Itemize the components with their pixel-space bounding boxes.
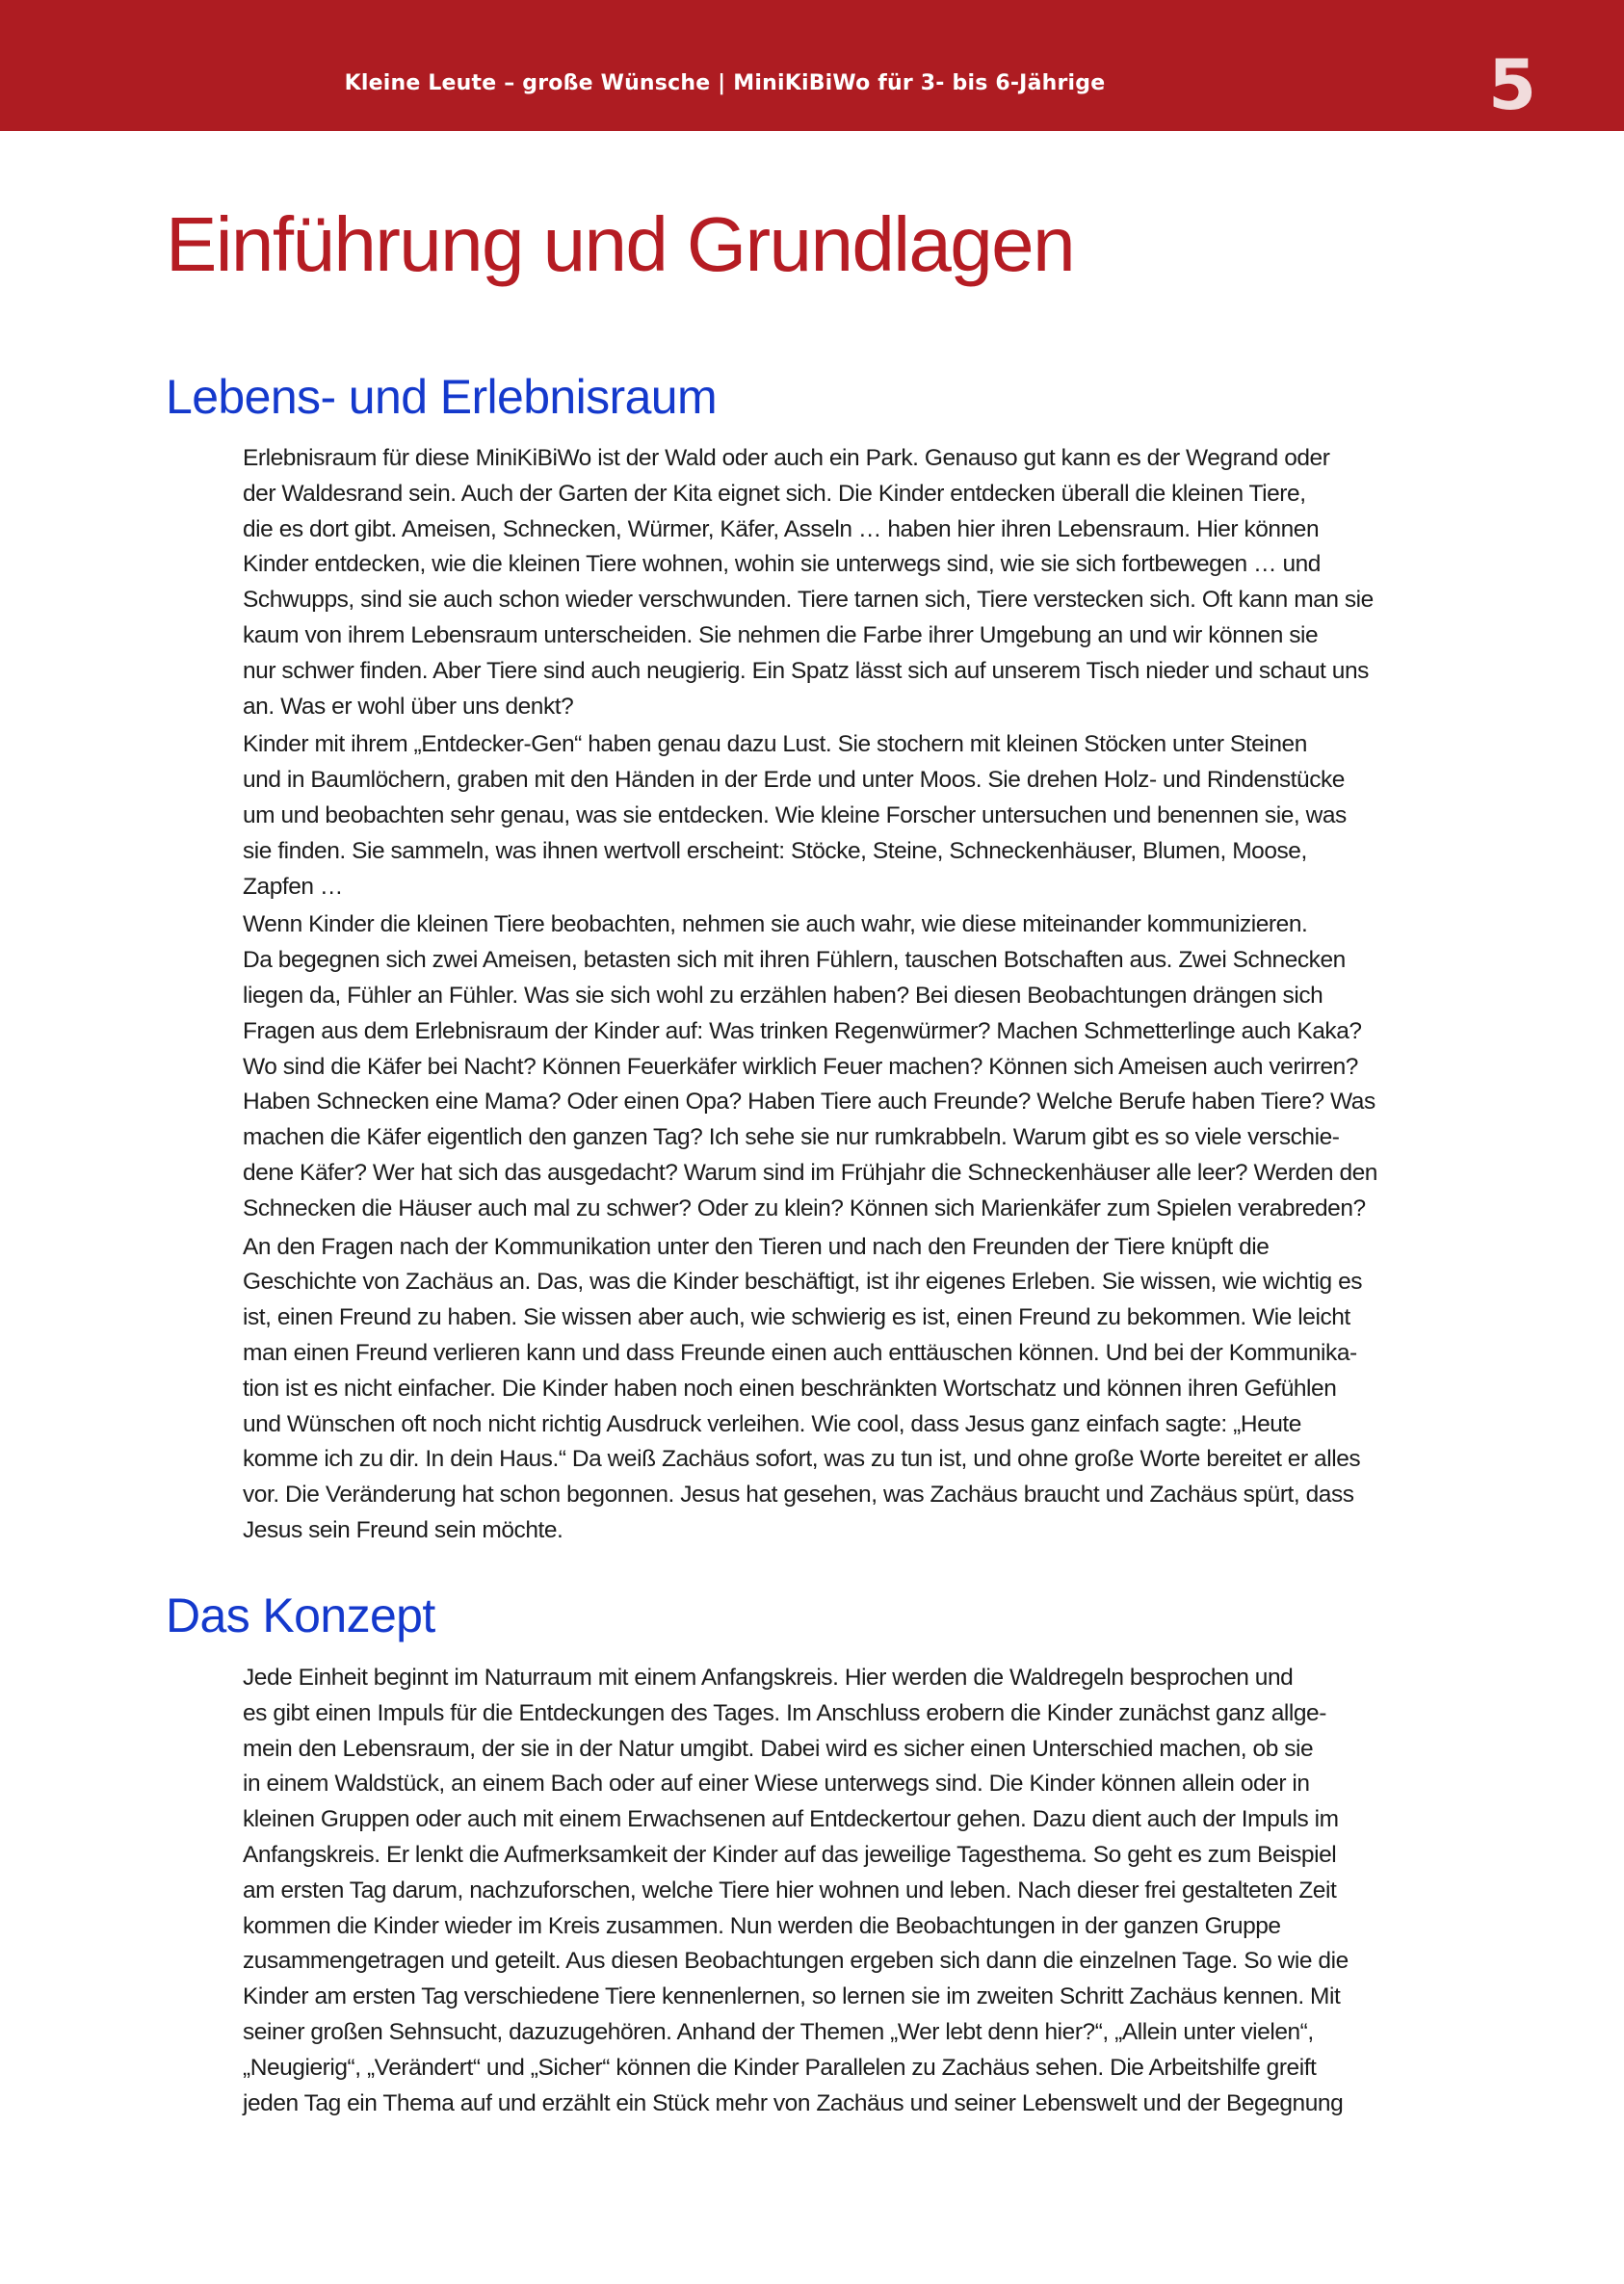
text-line: man einen Freund verlieren kann und dass Freunde einen auch enttäuschen können. Und bei der Kommunika- [243,1339,1357,1366]
header-band [0,0,1624,131]
text-line: Kinder am ersten Tag verschiedene Tiere kennenlernen, so lernen sie im zweiten Schritt Zachäus kennen. Mit [243,1983,1341,2010]
running-head: Kleine Leute – große Wünsche | MiniKiBiWo für 3- bis 6-Jährige [344,71,1106,95]
text-line: Zapfen … [243,873,343,900]
paragraph [243,907,1381,1226]
text-line: in einem Waldstück, an einem Bach oder auf einer Wiese unterwegs sind. Die Kinder können allein oder in [243,1771,1310,1798]
paragraph [243,441,1381,724]
text-line: Schwupps, sind sie auch schon wieder verschwunden. Tiere tarnen sich, Tiere verstecken sich. Oft kann man sie [243,587,1374,614]
text-line: mein den Lebensraum, der sie in der Natur umgibt. Dabei wird es sicher einen Unterschied machen, ob sie [243,1735,1314,1762]
text-line: Fragen aus dem Erlebnisraum der Kinder auf: Was trinken Regenwürmer? Machen Schmetterlinge auch Kaka? [243,1017,1362,1044]
text-line: und Wünschen oft noch nicht richtig Ausdruck verleihen. Wie cool, dass Jesus ganz einfach sagte: „Heute [243,1410,1301,1437]
text-line: kommen die Kinder wieder im Kreis zusammen. Nun werden die Beobachtungen in der ganzen Gruppe [243,1912,1281,1939]
text-line: An den Fragen nach der Kommunikation unter den Tieren und nach den Freunden der Tiere knüpft die [243,1233,1270,1260]
text-line: Wenn Kinder die kleinen Tiere beobachten, nehmen sie auch wahr, wie diese miteinander kommunizieren. [243,911,1308,938]
text-line: kaum von ihrem Lebensraum unterscheiden. Sie nehmen die Farbe ihrer Umgebung an und wir können sie [243,621,1319,648]
text-line: und in Baumlöchern, graben mit den Händen in der Erde und unter Moos. Sie drehen Holz- und Rindenstücke [243,767,1345,794]
page-title: Einführung und Grundlagen [166,201,1074,287]
text-line: machen die Käfer eigentlich den ganzen Tag? Ich sehe sie nur rumkrabbeln. Warum gibt es so viele verschie- [243,1124,1340,1151]
text-line: tion ist es nicht einfacher. Die Kinder haben noch einen beschränkten Wortschatz und können ihren Gefühlen [243,1375,1337,1402]
text-line: sie finden. Sie sammeln, was ihnen wertvoll erscheint: Stöcke, Steine, Schneckenhäuser, Blumen, Moose, [243,837,1307,864]
text-line: am ersten Tag darum, nachzuforschen, welche Tiere hier wohnen und leben. Nach dieser frei gestalteten Zeit [243,1877,1337,1903]
text-line: dene Käfer? Wer hat sich das ausgedacht? Warum sind im Frühjahr die Schneckenhäuser alle leer? Werden den [243,1159,1377,1186]
text-line: an. Was er wohl über uns denkt? [243,693,574,720]
text-line: kleinen Gruppen oder auch mit einem Erwachsenen auf Entdeckertour gehen. Dazu dient auch der Impuls im [243,1806,1339,1833]
text-line: seiner großen Sehnsucht, dazuzugehören. Anhand der Themen „Wer lebt denn hier?“, „Allein unter vielen“, [243,2018,1314,2045]
text-line: Erlebnisraum für diese MiniKiBiWo ist der Wald oder auch ein Park. Genauso gut kann es der Wegrand oder [243,445,1330,471]
paragraph [243,1661,1381,2121]
text-line: Geschichte von Zachäus an. Das, was die Kinder beschäftigt, ist ihr eigenes Erleben. Sie wissen, wie wichtig es [243,1269,1363,1296]
text-line: der Waldesrand sein. Auch der Garten der Kita eignet sich. Die Kinder entdecken überall die kleinen Tiere, [243,480,1306,507]
text-line: Kinder entdecken, wie die kleinen Tiere wohnen, wohin sie unterwegs sind, wie sie sich fortbewegen … und [243,551,1321,578]
text-line: Da begegnen sich zwei Ameisen, betasten sich mit ihren Fühlern, tauschen Botschaften aus. Zwei Schnecken [243,947,1346,974]
page-number: 5 [1487,44,1537,125]
text-line: Schnecken die Häuser auch mal zu schwer? Oder zu klein? Können sich Marienkäfer zum Spielen verabreden? [243,1195,1366,1221]
section-heading-lebensraum: Lebens- und Erlebnisraum [166,370,718,424]
text-line: um und beobachten sehr genau, was sie entdecken. Wie kleine Forscher untersuchen und benennen sie, was [243,801,1347,828]
text-line: komme ich zu dir. In dein Haus.“ Da weiß Zachäus sofort, was zu tun ist, und ohne große Worte bereitet er alles [243,1446,1361,1473]
section-heading-konzept: Das Konzept [166,1588,435,1642]
text-line: liegen da, Fühler an Fühler. Was sie sich wohl zu erzählen haben? Bei diesen Beobachtungen drängen sich [243,982,1323,1009]
text-line: Kinder mit ihrem „Entdecker-Gen“ haben genau dazu Lust. Sie stochern mit kleinen Stöcken unter Steinen [243,731,1307,758]
text-line: „Neugierig“, „Verändert“ und „Sicher“ können die Kinder Parallelen zu Zachäus sehen. Die Arbeitshilfe greift [243,2054,1317,2081]
text-line: vor. Die Veränderung hat schon begonnen. Jesus hat gesehen, was Zachäus braucht und Zachäus spürt, dass [243,1482,1354,1509]
text-line: nur schwer finden. Aber Tiere sind auch neugierig. Ein Spatz lässt sich auf unserem Tisch nieder und schaut uns [243,657,1369,684]
text-line: Jesus sein Freund sein möchte. [243,1516,563,1543]
text-line: Haben Schnecken eine Mama? Oder einen Opa? Haben Tiere auch Freunde? Welche Berufe haben Tiere? Was [243,1089,1375,1116]
paragraph [243,727,1381,905]
text-line: zusammengetragen und geteilt. Aus diesen Beobachtungen ergeben sich dann die einzelnen Tage. So wie die [243,1948,1349,1975]
text-line: ist, einen Freund zu haben. Sie wissen aber auch, wie schwierig es ist, einen Freund zu bekommen. Wie leicht [243,1304,1350,1331]
text-line: Anfangskreis. Er lenkt die Aufmerksamkeit der Kinder auf das jeweilige Tagesthema. So geht es zum Beispiel [243,1841,1337,1868]
text-line: Jede Einheit beginnt im Naturraum mit einem Anfangskreis. Hier werden die Waldregeln besprochen und [243,1665,1294,1691]
section-body-lebensraum [243,441,1381,1549]
text-line: jeden Tag ein Thema auf und erzählt ein Stück mehr von Zachäus und seiner Lebenswelt und der Begegnung [243,2089,1344,2116]
paragraph [243,1230,1381,1549]
section-body-konzept [243,1661,1381,2121]
text-line: Wo sind die Käfer bei Nacht? Können Feuerkäfer wirklich Feuer machen? Können sich Ameisen auch verirren? [243,1053,1358,1080]
text-line: es gibt einen Impuls für die Entdeckungen des Tages. Im Anschluss erobern die Kinder zunächst ganz allge- [243,1699,1326,1726]
text-line: die es dort gibt. Ameisen, Schnecken, Würmer, Käfer, Asseln … haben hier ihren Lebensraum. Hier können [243,515,1320,542]
